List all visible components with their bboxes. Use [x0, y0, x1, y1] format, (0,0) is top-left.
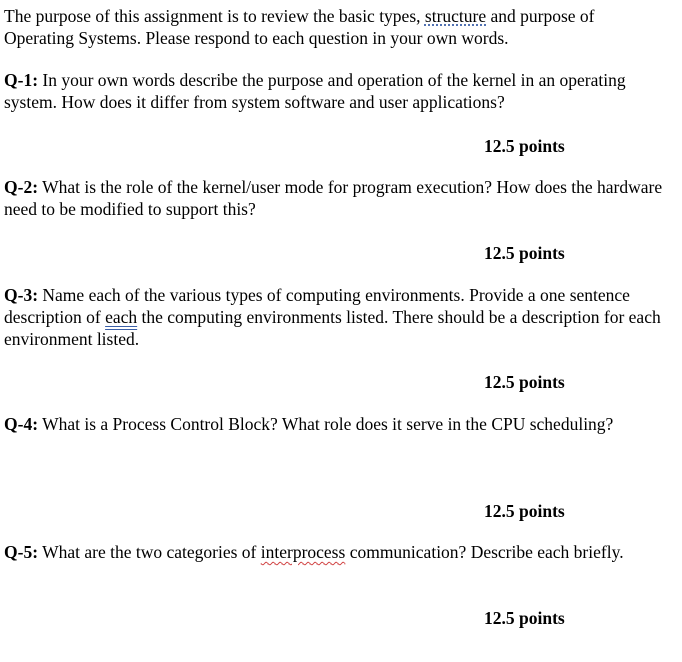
question-3-points: 12.5 points [484, 372, 565, 392]
question-2 [4, 176, 664, 220]
question-1-label: Q-1: [4, 70, 39, 90]
question-4 [4, 413, 664, 435]
question-5-text-2: communication? Describe each briefly. [345, 542, 624, 562]
question-3-word-each: each [105, 307, 138, 327]
question-3-text-2: the computing environments listed. There should be a description for each environment listed. [4, 307, 661, 349]
question-2-text: What is the role of the kernel/user mode for program execution? How does the hardware need to be modified to support this? [4, 177, 663, 219]
question-5-points: 12.5 points [484, 608, 565, 628]
question-4-label: Q-4: [4, 414, 39, 434]
question-2-label: Q-2: [4, 177, 39, 197]
intro-text-1: The purpose of this assignment is to review the basic types, [4, 6, 425, 26]
question-3 [4, 284, 664, 350]
question-2-points: 12.5 points [484, 243, 565, 263]
question-1-text: In your own words describe the purpose and operation of the kernel in an operating system. How does it differ from system software and user applications? [4, 70, 626, 112]
question-5 [4, 541, 664, 563]
question-5-text-1: What are the two categories of [38, 542, 261, 562]
question-1-points: 12.5 points [484, 136, 565, 156]
question-4-points: 12.5 points [484, 501, 565, 521]
intro-paragraph [4, 5, 664, 49]
intro-word-structure: structure [424, 6, 487, 26]
question-4-text: What is a Process Control Block? What role does it serve in the CPU scheduling? [38, 414, 614, 434]
question-5-word-interprocess: interprocess [260, 542, 346, 562]
question-1 [4, 69, 664, 113]
question-5-label: Q-5: [4, 542, 39, 562]
intro-text-2: and purpose of Operating Systems. Please respond to each question in your own words. [4, 6, 595, 48]
question-3-label: Q-3: [4, 285, 39, 305]
question-3-text-1: Name each of the various types of computing environments. Provide a one sentence description of [4, 285, 630, 327]
